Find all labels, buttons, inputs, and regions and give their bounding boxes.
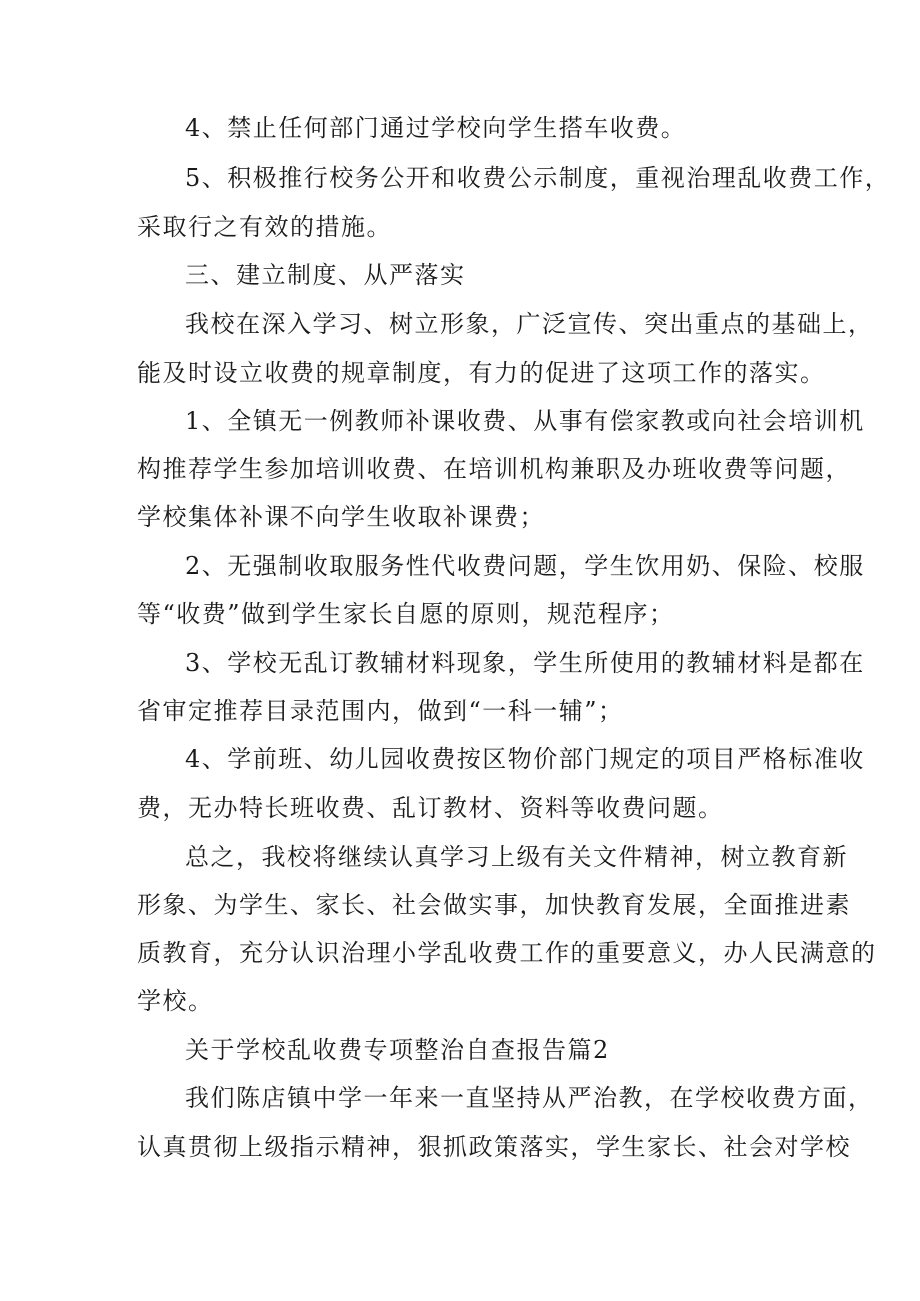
paragraph-intro-line-2: 能及时设立收费的规章制度，有力的促进了这项工作的落实。: [137, 359, 826, 387]
paragraph-item-5-line-2: 采取行之有效的措施。: [137, 213, 392, 241]
paragraph-item-3-line-1: 3、学校无乱订教辅材料现象，学生所使用的教辅材料是都在: [185, 649, 865, 677]
report-title-part-2: 关于学校乱收费专项整治自查报告篇2: [185, 1036, 610, 1064]
paragraph-item-3-line-2: 省审定推荐目录范围内，做到“一科一辅”；: [137, 697, 624, 725]
paragraph-summary-line-2: 形象、为学生、家长、社会做实事，加快教育发展，全面推进素: [137, 891, 851, 919]
paragraph-part-2-line-2: 认真贯彻上级指示精神，狠抓政策落实，学生家长、社会对学校: [137, 1133, 851, 1161]
paragraph-part-2-line-1: 我们陈店镇中学一年来一直坚持从严治教，在学校收费方面，: [185, 1084, 874, 1112]
paragraph-summary-line-1: 总之，我校将继续认真学习上级有关文件精神，树立教育新: [185, 843, 848, 871]
paragraph-item-1-line-2: 构推荐学生参加培训收费、在培训机构兼职及办班收费等问题，: [137, 455, 851, 483]
paragraph-item-1-line-1: 1、全镇无一例教师补课收费、从事有偿家教或向社会培训机: [185, 407, 865, 435]
paragraph-item-2-line-2: 等“收费”做到学生家长自愿的原则，规范程序；: [137, 600, 675, 628]
paragraph-item-5-line-1: 5、积极推行校务公开和收费公示制度，重视治理乱收费工作，: [185, 164, 891, 192]
section-heading-3: 三、建立制度、从严落实: [185, 261, 466, 289]
paragraph-summary-line-4: 学校。: [137, 987, 214, 1015]
paragraph-summary-line-3: 质教育，充分认识治理小学乱收费工作的重要意义，办人民满意的: [137, 939, 877, 967]
paragraph-intro-line-1: 我校在深入学习、树立形象，广泛宣传、突出重点的基础上，: [185, 310, 874, 338]
paragraph-item-1-line-3: 学校集体补课不向学生收取补课费；: [137, 503, 545, 531]
paragraph-item-4-forbid-fees: 4、禁止任何部门通过学校向学生搭车收费。: [185, 114, 687, 142]
paragraph-item-4-line-2: 费，无办特长班收费、乱订教材、资料等收费问题。: [137, 794, 724, 822]
paragraph-item-4-line-1: 4、学前班、幼儿园收费按区物价部门规定的项目严格标准收: [185, 745, 865, 773]
paragraph-item-2-line-1: 2、无强制收取服务性代收费问题，学生饮用奶、保险、校服: [185, 552, 865, 580]
